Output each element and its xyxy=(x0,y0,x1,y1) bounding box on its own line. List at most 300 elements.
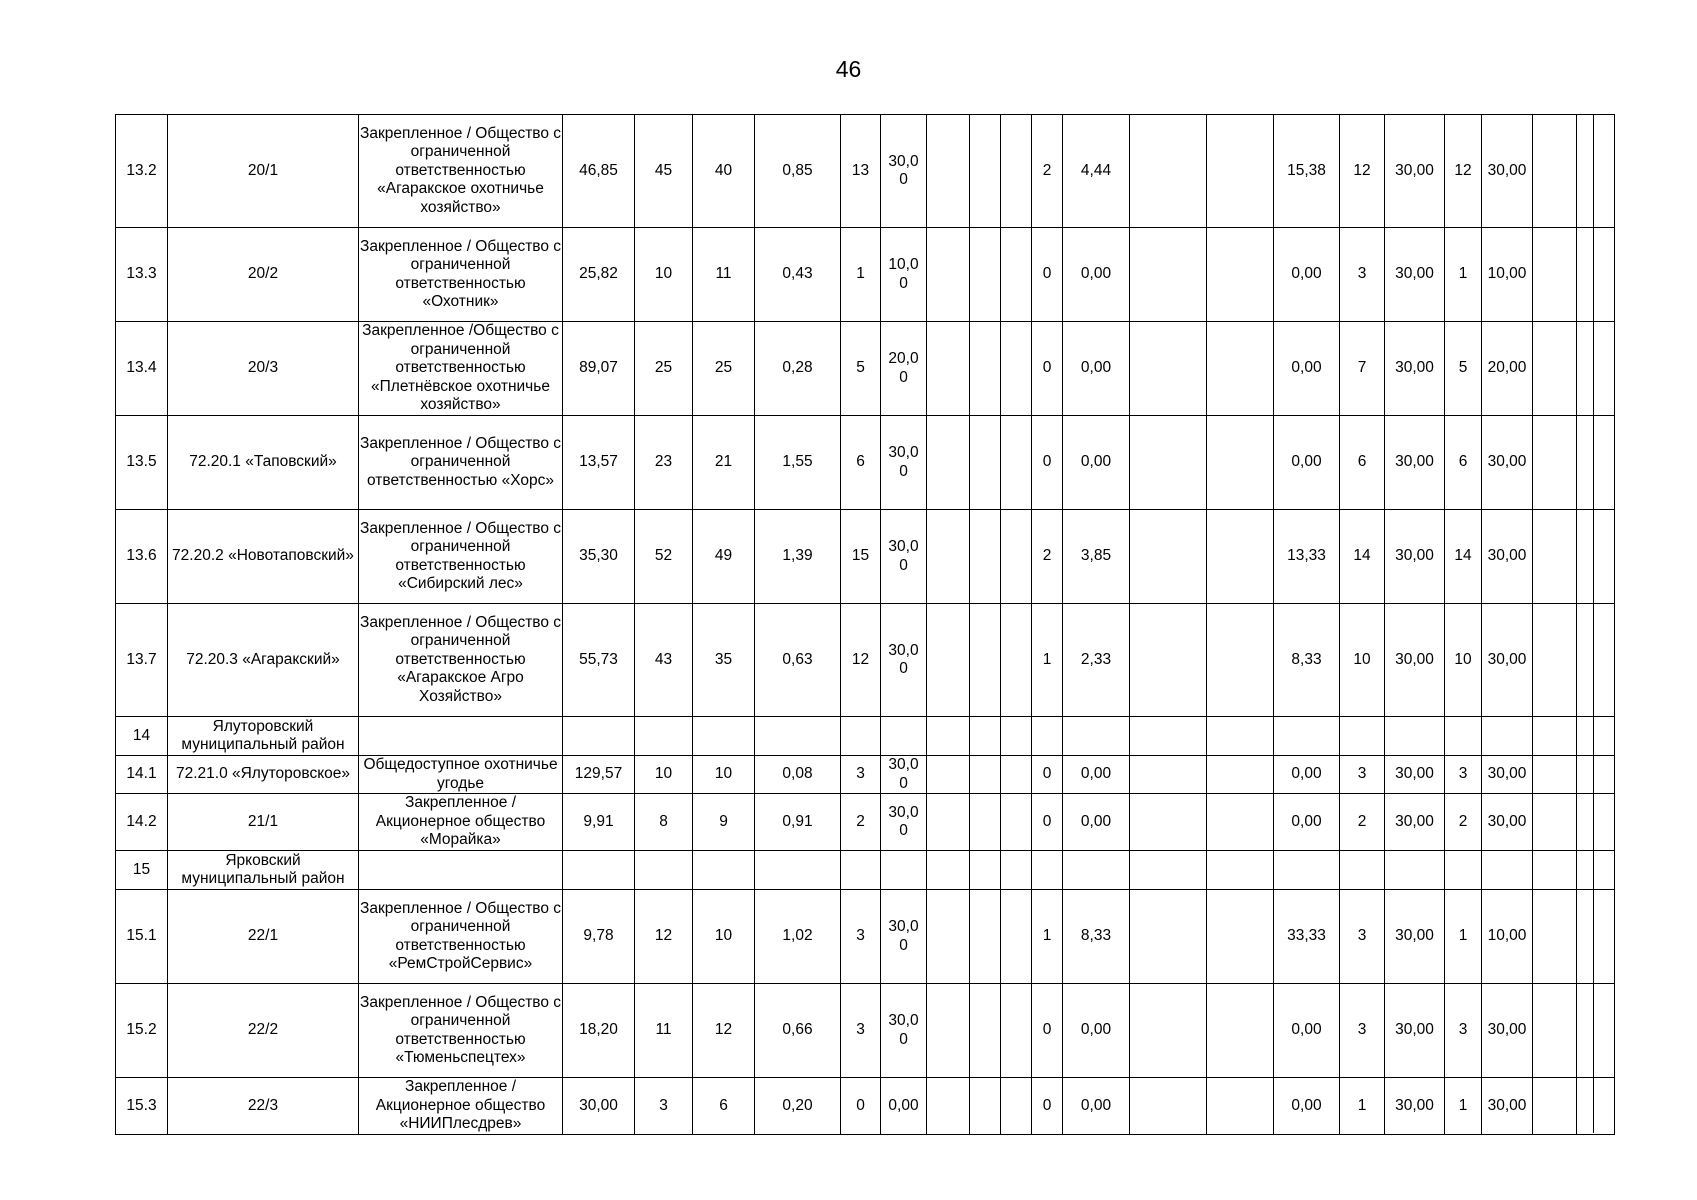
cell-limit-percent xyxy=(1385,717,1445,756)
cell-limit-count: 3 xyxy=(1340,890,1385,984)
cell-col-13 xyxy=(1207,115,1274,228)
cell-col-8 xyxy=(970,794,1001,851)
cell-quota-count xyxy=(841,851,881,890)
cell-harvest-count: 0 xyxy=(1032,794,1063,851)
cell-col-12 xyxy=(1130,228,1207,322)
table-body xyxy=(116,115,1615,1135)
cell-area-value: 18,20 xyxy=(563,984,635,1078)
cell-approved-percent: 10,00 xyxy=(1482,228,1533,322)
cell-area-value xyxy=(563,851,635,890)
cell-col-9 xyxy=(1001,984,1032,1078)
cell-count-a: 23 xyxy=(635,416,693,510)
cell-hunting-area: 22/3 xyxy=(168,1078,359,1135)
cell-harvest-count: 1 xyxy=(1032,604,1063,717)
cell-col-12 xyxy=(1130,756,1207,794)
cell-col-13 xyxy=(1207,416,1274,510)
cell-harvest-percent: 8,33 xyxy=(1063,890,1130,984)
cell-row-number: 13.6 xyxy=(116,510,168,604)
cell-col-12 xyxy=(1130,1078,1207,1135)
cell-quota-count: 2 xyxy=(841,794,881,851)
cell-col-7 xyxy=(927,416,970,510)
cell-col-8 xyxy=(970,416,1001,510)
cell-col-9 xyxy=(1001,510,1032,604)
cell-count-a: 45 xyxy=(635,115,693,228)
cell-area-value: 35,30 xyxy=(563,510,635,604)
cell-quota-count: 3 xyxy=(841,756,881,794)
cell-count-b: 10 xyxy=(693,756,755,794)
cell-harvest-count: 2 xyxy=(1032,510,1063,604)
cell-harvest-count: 0 xyxy=(1032,228,1063,322)
cell-count-b: 11 xyxy=(693,228,755,322)
cell-density: 1,39 xyxy=(755,510,841,604)
cell-harvest-percent: 0,00 xyxy=(1063,1078,1130,1135)
cell-approved-count xyxy=(1445,717,1482,756)
cell-quota-count: 13 xyxy=(841,115,881,228)
cell-approved-count: 12 xyxy=(1445,115,1482,228)
cell-ground-type: Закрепленное / Общество с ограниченной ответственностью «Агаракское Агро Хозяйство» xyxy=(359,604,563,717)
cell-col-20 xyxy=(1577,416,1615,510)
cell-approved-count: 3 xyxy=(1445,984,1482,1078)
cell-approved-percent xyxy=(1482,717,1533,756)
cell-limit-percent: 30,00 xyxy=(1385,1078,1445,1135)
cell-ground-type xyxy=(359,851,563,890)
cell-col-20 xyxy=(1577,604,1615,717)
cell-limit-percent: 30,00 xyxy=(1385,604,1445,717)
cell-approved-count: 3 xyxy=(1445,756,1482,794)
cell-row-number: 15.1 xyxy=(116,890,168,984)
cell-row-number: 13.2 xyxy=(116,115,168,228)
cell-area-value: 25,82 xyxy=(563,228,635,322)
cell-row-number: 15 xyxy=(116,851,168,890)
cell-col-13 xyxy=(1207,756,1274,794)
cell-col-20 xyxy=(1577,851,1615,890)
cell-approved-percent: 30,00 xyxy=(1482,510,1533,604)
cell-limit-count xyxy=(1340,851,1385,890)
cell-density xyxy=(755,717,841,756)
table-row xyxy=(116,890,1615,984)
cell-quota-percent xyxy=(881,717,927,756)
cell-hunting-area: 72.21.0 «Ялуторовское» xyxy=(168,756,359,794)
cell-col-19 xyxy=(1533,1078,1577,1135)
cell-density: 0,66 xyxy=(755,984,841,1078)
cell-limit-count: 3 xyxy=(1340,984,1385,1078)
cell-col-19 xyxy=(1533,717,1577,756)
table-row xyxy=(116,851,1615,890)
cell-col-20 xyxy=(1577,984,1615,1078)
cell-harvest-count: 2 xyxy=(1032,115,1063,228)
cell-harvest-percent: 0,00 xyxy=(1063,984,1130,1078)
cell-harvest-percent: 4,44 xyxy=(1063,115,1130,228)
cell-limit-percent: 30,00 xyxy=(1385,115,1445,228)
cell-col-19 xyxy=(1533,416,1577,510)
cell-harvest-count: 0 xyxy=(1032,322,1063,416)
cell-col-8 xyxy=(970,1078,1001,1135)
cell-count-a: 10 xyxy=(635,228,693,322)
cell-area-value xyxy=(563,717,635,756)
cell-count-b: 10 xyxy=(693,890,755,984)
cell-area-value: 55,73 xyxy=(563,604,635,717)
cell-ground-type xyxy=(359,717,563,756)
cell-quota-percent: 30,0 0 xyxy=(881,510,927,604)
cell-harvest-percent: 2,33 xyxy=(1063,604,1130,717)
cell-harvest-count: 0 xyxy=(1032,984,1063,1078)
cell-count-a: 52 xyxy=(635,510,693,604)
cell-limit-count: 12 xyxy=(1340,115,1385,228)
cell-density: 0,20 xyxy=(755,1078,841,1135)
cell-col-19 xyxy=(1533,322,1577,416)
table-row xyxy=(116,416,1615,510)
cell-col-19 xyxy=(1533,115,1577,228)
cell-col-14: 0,00 xyxy=(1274,756,1340,794)
cell-col-13 xyxy=(1207,604,1274,717)
cell-col-9 xyxy=(1001,851,1032,890)
cell-col-12 xyxy=(1130,890,1207,984)
cell-area-value: 89,07 xyxy=(563,322,635,416)
cell-hunting-area: Ялуторовский муниципальный район xyxy=(168,717,359,756)
cell-col-20 xyxy=(1577,322,1615,416)
cell-limit-percent: 30,00 xyxy=(1385,984,1445,1078)
cell-quota-percent: 30,0 0 xyxy=(881,604,927,717)
cell-hunting-area: 72.20.3 «Агаракский» xyxy=(168,604,359,717)
cell-area-value: 46,85 xyxy=(563,115,635,228)
cell-col-12 xyxy=(1130,510,1207,604)
cell-quota-percent: 30,0 0 xyxy=(881,756,927,794)
cell-quota-count xyxy=(841,717,881,756)
cell-col-7 xyxy=(927,851,970,890)
cell-col-7 xyxy=(927,717,970,756)
cell-hunting-area: 22/1 xyxy=(168,890,359,984)
cell-col-14: 0,00 xyxy=(1274,794,1340,851)
cell-col-8 xyxy=(970,115,1001,228)
cell-harvest-percent: 0,00 xyxy=(1063,756,1130,794)
cell-count-b: 21 xyxy=(693,416,755,510)
cell-hunting-area: 21/1 xyxy=(168,794,359,851)
cell-approved-percent: 30,00 xyxy=(1482,416,1533,510)
cell-count-a: 43 xyxy=(635,604,693,717)
cell-ground-type: Закрепленное / Общество с ограниченной ответственностью «Охотник» xyxy=(359,228,563,322)
cell-limit-percent: 30,00 xyxy=(1385,228,1445,322)
cell-col-9 xyxy=(1001,890,1032,984)
cell-count-a xyxy=(635,717,693,756)
cell-limit-percent: 30,00 xyxy=(1385,416,1445,510)
cell-limit-percent xyxy=(1385,851,1445,890)
table-row xyxy=(116,604,1615,717)
cell-limit-count: 1 xyxy=(1340,1078,1385,1135)
cell-approved-count: 1 xyxy=(1445,1078,1482,1135)
cell-row-number: 13.7 xyxy=(116,604,168,717)
cell-col-12 xyxy=(1130,717,1207,756)
cell-count-b: 49 xyxy=(693,510,755,604)
cell-quota-count: 1 xyxy=(841,228,881,322)
cell-approved-percent: 30,00 xyxy=(1482,604,1533,717)
cell-count-b: 25 xyxy=(693,322,755,416)
cell-area-value: 13,57 xyxy=(563,416,635,510)
cell-quota-percent: 0,00 xyxy=(881,1078,927,1135)
cell-count-a: 10 xyxy=(635,756,693,794)
cell-quota-percent xyxy=(881,851,927,890)
cell-count-a: 11 xyxy=(635,984,693,1078)
cell-limit-count: 3 xyxy=(1340,228,1385,322)
cell-hunting-area: 22/2 xyxy=(168,984,359,1078)
cell-col-7 xyxy=(927,322,970,416)
cell-density: 0,28 xyxy=(755,322,841,416)
cell-col-7 xyxy=(927,1078,970,1135)
cell-col-14: 0,00 xyxy=(1274,984,1340,1078)
cell-count-b: 12 xyxy=(693,984,755,1078)
cell-count-a: 12 xyxy=(635,890,693,984)
cell-row-number: 13.3 xyxy=(116,228,168,322)
cell-col-7 xyxy=(927,890,970,984)
cell-limit-percent: 30,00 xyxy=(1385,510,1445,604)
page-number: 46 xyxy=(835,56,862,82)
cell-col-8 xyxy=(970,756,1001,794)
cell-col-9 xyxy=(1001,604,1032,717)
cell-quota-count: 3 xyxy=(841,984,881,1078)
cell-area-value: 9,91 xyxy=(563,794,635,851)
cell-density: 1,02 xyxy=(755,890,841,984)
cell-quota-percent: 30,0 0 xyxy=(881,890,927,984)
cell-col-9 xyxy=(1001,322,1032,416)
cell-col-8 xyxy=(970,851,1001,890)
cell-col-13 xyxy=(1207,228,1274,322)
table-row xyxy=(116,756,1615,794)
cell-col-14: 0,00 xyxy=(1274,1078,1340,1135)
cell-col-12 xyxy=(1130,984,1207,1078)
cell-col-13 xyxy=(1207,794,1274,851)
cell-quota-count: 12 xyxy=(841,604,881,717)
cell-col-9 xyxy=(1001,115,1032,228)
cell-count-a: 8 xyxy=(635,794,693,851)
cell-limit-count: 7 xyxy=(1340,322,1385,416)
cell-row-number: 15.2 xyxy=(116,984,168,1078)
cell-col-14: 33,33 xyxy=(1274,890,1340,984)
cell-col-13 xyxy=(1207,717,1274,756)
cell-limit-count: 10 xyxy=(1340,604,1385,717)
cell-approved-count: 6 xyxy=(1445,416,1482,510)
cell-col-9 xyxy=(1001,416,1032,510)
cell-col-14: 0,00 xyxy=(1274,416,1340,510)
table-row xyxy=(116,510,1615,604)
cell-col-9 xyxy=(1001,794,1032,851)
cell-col-8 xyxy=(970,984,1001,1078)
cell-harvest-percent xyxy=(1063,717,1130,756)
cell-harvest-count: 0 xyxy=(1032,1078,1063,1135)
cell-harvest-count xyxy=(1032,851,1063,890)
cell-hunting-area: 72.20.2 «Новотаповский» xyxy=(168,510,359,604)
cell-col-8 xyxy=(970,510,1001,604)
cell-col-12 xyxy=(1130,794,1207,851)
cell-col-7 xyxy=(927,115,970,228)
cell-count-b xyxy=(693,717,755,756)
cell-approved-percent: 30,00 xyxy=(1482,115,1533,228)
cell-col-14: 8,33 xyxy=(1274,604,1340,717)
cell-col-14: 13,33 xyxy=(1274,510,1340,604)
cell-col-8 xyxy=(970,228,1001,322)
cell-density: 0,63 xyxy=(755,604,841,717)
cell-quota-count: 6 xyxy=(841,416,881,510)
cell-count-b: 35 xyxy=(693,604,755,717)
cell-col-20 xyxy=(1577,115,1615,228)
cell-harvest-percent xyxy=(1063,851,1130,890)
cell-ground-type: Закрепленное / Общество с ограниченной ответственностью «Сибирский лес» xyxy=(359,510,563,604)
cell-quota-count: 5 xyxy=(841,322,881,416)
cell-row-number: 13.4 xyxy=(116,322,168,416)
cell-approved-count: 5 xyxy=(1445,322,1482,416)
cell-harvest-count xyxy=(1032,717,1063,756)
cell-area-value: 30,00 xyxy=(563,1078,635,1135)
cell-limit-count: 6 xyxy=(1340,416,1385,510)
cell-density: 0,85 xyxy=(755,115,841,228)
cell-density: 1,55 xyxy=(755,416,841,510)
cell-density: 0,43 xyxy=(755,228,841,322)
cell-row-number: 14.2 xyxy=(116,794,168,851)
cell-col-20 xyxy=(1577,890,1615,984)
cell-col-9 xyxy=(1001,717,1032,756)
cell-col-14 xyxy=(1274,851,1340,890)
cell-col-13 xyxy=(1207,890,1274,984)
cell-area-value: 129,57 xyxy=(563,756,635,794)
cell-harvest-percent: 0,00 xyxy=(1063,228,1130,322)
cell-ground-type: Закрепленное /Общество с ограниченной ответственностью «Плетнёвское охотничье хозяйство» xyxy=(359,322,563,416)
cell-col-9 xyxy=(1001,1078,1032,1135)
cell-approved-count: 1 xyxy=(1445,228,1482,322)
cell-approved-percent: 20,00 xyxy=(1482,322,1533,416)
cell-col-9 xyxy=(1001,228,1032,322)
cell-harvest-percent: 0,00 xyxy=(1063,416,1130,510)
cell-approved-percent: 30,00 xyxy=(1482,1078,1533,1135)
cell-col-12 xyxy=(1130,322,1207,416)
cell-col-19 xyxy=(1533,228,1577,322)
cell-hunting-area: 20/1 xyxy=(168,115,359,228)
cell-col-13 xyxy=(1207,510,1274,604)
cell-limit-percent: 30,00 xyxy=(1385,322,1445,416)
cell-row-number: 13.5 xyxy=(116,416,168,510)
cell-count-a: 25 xyxy=(635,322,693,416)
cell-col-12 xyxy=(1130,851,1207,890)
table-right-border xyxy=(1593,114,1594,1133)
cell-count-a: 3 xyxy=(635,1078,693,1135)
cell-approved-count xyxy=(1445,851,1482,890)
cell-col-7 xyxy=(927,756,970,794)
cell-col-12 xyxy=(1130,115,1207,228)
cell-harvest-percent: 0,00 xyxy=(1063,794,1130,851)
cell-approved-count: 14 xyxy=(1445,510,1482,604)
cell-quota-percent: 30,0 0 xyxy=(881,794,927,851)
cell-ground-type: Закрепленное / Акционерное общество «НИИПлесдрев» xyxy=(359,1078,563,1135)
cell-ground-type: Закрепленное / Общество с ограниченной ответственностью «РемСтройСервис» xyxy=(359,890,563,984)
cell-col-7 xyxy=(927,510,970,604)
cell-hunting-area: 20/3 xyxy=(168,322,359,416)
cell-row-number: 14 xyxy=(116,717,168,756)
cell-quota-percent: 30,0 0 xyxy=(881,984,927,1078)
cell-approved-percent xyxy=(1482,851,1533,890)
cell-limit-percent: 30,00 xyxy=(1385,756,1445,794)
cell-density: 0,91 xyxy=(755,794,841,851)
cell-quota-count: 15 xyxy=(841,510,881,604)
cell-col-14: 0,00 xyxy=(1274,228,1340,322)
cell-ground-type: Закрепленное / Общество с ограниченной ответственностью «Тюменьспецтех» xyxy=(359,984,563,1078)
cell-approved-count: 2 xyxy=(1445,794,1482,851)
cell-count-b xyxy=(693,851,755,890)
cell-approved-percent: 10,00 xyxy=(1482,890,1533,984)
cell-harvest-percent: 0,00 xyxy=(1063,322,1130,416)
cell-col-20 xyxy=(1577,1078,1615,1135)
cell-col-8 xyxy=(970,890,1001,984)
cell-col-19 xyxy=(1533,604,1577,717)
cell-quota-count: 0 xyxy=(841,1078,881,1135)
cell-ground-type: Закрепленное / Общество с ограниченной ответственностью «Хорс» xyxy=(359,416,563,510)
cell-harvest-count: 0 xyxy=(1032,756,1063,794)
cell-density: 0,08 xyxy=(755,756,841,794)
cell-col-8 xyxy=(970,604,1001,717)
cell-harvest-count: 0 xyxy=(1032,416,1063,510)
cell-limit-count: 2 xyxy=(1340,794,1385,851)
cell-hunting-area: 20/2 xyxy=(168,228,359,322)
table-row xyxy=(116,984,1615,1078)
cell-hunting-area: Ярковский муниципальный район xyxy=(168,851,359,890)
cell-row-number: 14.1 xyxy=(116,756,168,794)
cell-col-12 xyxy=(1130,604,1207,717)
cell-col-9 xyxy=(1001,756,1032,794)
cell-ground-type: Закрепленное / Акционерное общество «Морайка» xyxy=(359,794,563,851)
cell-approved-percent: 30,00 xyxy=(1482,756,1533,794)
cell-col-14: 15,38 xyxy=(1274,115,1340,228)
cell-col-13 xyxy=(1207,1078,1274,1135)
cell-area-value: 9,78 xyxy=(563,890,635,984)
cell-col-7 xyxy=(927,984,970,1078)
cell-hunting-area: 72.20.1 «Таповский» xyxy=(168,416,359,510)
cell-col-20 xyxy=(1577,756,1615,794)
cell-col-7 xyxy=(927,604,970,717)
cell-limit-count: 3 xyxy=(1340,756,1385,794)
cell-col-19 xyxy=(1533,756,1577,794)
cell-quota-count: 3 xyxy=(841,890,881,984)
cell-col-19 xyxy=(1533,984,1577,1078)
cell-col-19 xyxy=(1533,851,1577,890)
cell-quota-percent: 30,0 0 xyxy=(881,416,927,510)
cell-approved-count: 1 xyxy=(1445,890,1482,984)
cell-col-7 xyxy=(927,794,970,851)
cell-col-8 xyxy=(970,322,1001,416)
cell-col-20 xyxy=(1577,794,1615,851)
cell-col-7 xyxy=(927,228,970,322)
cell-count-b: 6 xyxy=(693,1078,755,1135)
cell-limit-percent: 30,00 xyxy=(1385,794,1445,851)
cell-col-20 xyxy=(1577,510,1615,604)
table-row xyxy=(116,322,1615,416)
cell-approved-percent: 30,00 xyxy=(1482,984,1533,1078)
table-row xyxy=(116,717,1615,756)
table-row xyxy=(116,115,1615,228)
cell-row-number: 15.3 xyxy=(116,1078,168,1135)
cell-quota-percent: 10,0 0 xyxy=(881,228,927,322)
cell-approved-percent: 30,00 xyxy=(1482,794,1533,851)
table-row xyxy=(116,794,1615,851)
cell-limit-count xyxy=(1340,717,1385,756)
table-row xyxy=(116,228,1615,322)
cell-count-b: 9 xyxy=(693,794,755,851)
cell-harvest-percent: 3,85 xyxy=(1063,510,1130,604)
cell-col-8 xyxy=(970,717,1001,756)
cell-col-13 xyxy=(1207,322,1274,416)
cell-col-19 xyxy=(1533,510,1577,604)
cell-col-14 xyxy=(1274,717,1340,756)
hunting-grounds-table xyxy=(115,114,1615,1135)
cell-col-13 xyxy=(1207,851,1274,890)
table-row xyxy=(116,1078,1615,1135)
cell-col-14: 0,00 xyxy=(1274,322,1340,416)
cell-col-19 xyxy=(1533,890,1577,984)
